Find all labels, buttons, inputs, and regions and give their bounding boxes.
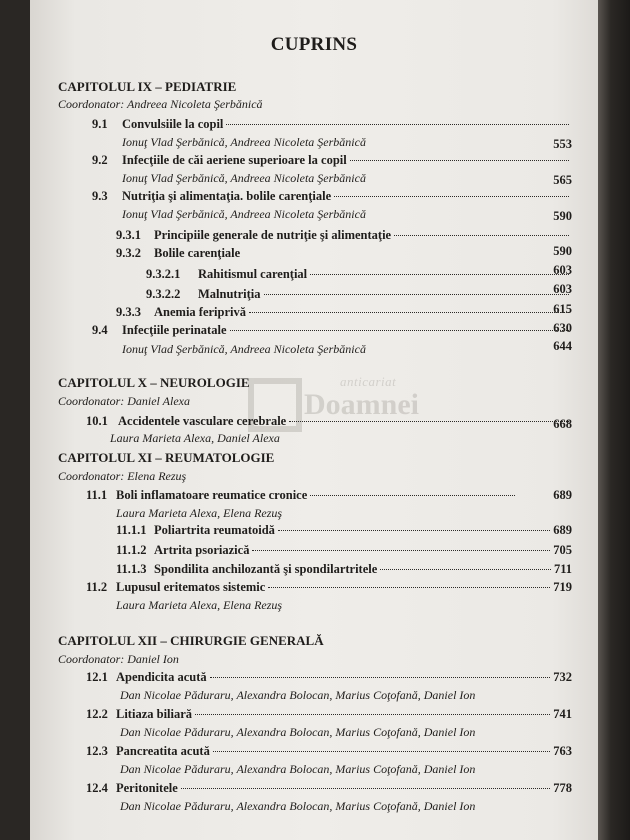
toc-subentry[interactable] bbox=[116, 542, 572, 559]
watermark-main-text: Doamnei bbox=[304, 388, 419, 421]
dot-leader bbox=[252, 550, 550, 551]
book-spine-shadow bbox=[598, 0, 630, 840]
entry-label: Bolile carenţiale bbox=[154, 246, 241, 260]
entry-authors: Laura Marieta Alexa, Elena Rezuş bbox=[116, 598, 283, 612]
toc-entry[interactable] bbox=[92, 116, 572, 133]
toc-subentry[interactable] bbox=[116, 227, 572, 244]
toc-entry[interactable] bbox=[92, 322, 572, 339]
entry-number: 9.3.1 bbox=[116, 228, 141, 242]
entry-number: 12.2 bbox=[86, 707, 108, 721]
entry-page: 705 bbox=[553, 543, 572, 557]
toc-page-row bbox=[535, 136, 572, 153]
page-title: CUPRINS bbox=[270, 34, 358, 55]
toc-subentry[interactable] bbox=[116, 245, 526, 262]
entry-number: 9.1 bbox=[92, 117, 108, 131]
entry-number: 11.2 bbox=[86, 580, 108, 594]
entry-label: Pancreatita acută bbox=[116, 744, 210, 758]
entry-page: 590 bbox=[553, 209, 572, 223]
dot-leader bbox=[394, 235, 569, 236]
dot-leader bbox=[310, 274, 569, 275]
dot-leader bbox=[230, 330, 570, 331]
entry-label: Accidentele vasculare cerebrale bbox=[118, 414, 287, 428]
entry-label: Convulsiile la copil bbox=[122, 117, 224, 131]
entry-page: 719 bbox=[553, 580, 572, 594]
toc-entry[interactable] bbox=[92, 152, 572, 169]
entry-number: 12.4 bbox=[86, 781, 108, 795]
entry-label: Boli inflamatoare reumatice cronice bbox=[116, 488, 308, 502]
toc-page-row bbox=[530, 416, 572, 433]
entry-authors: Dan Nicolae Păduraru, Alexandra Bolocan, Marius Coţofană, Daniel Ion bbox=[120, 688, 476, 702]
toc-page-row bbox=[520, 487, 572, 504]
entry-number: 11.1.2 bbox=[116, 543, 147, 557]
entry-number: 9.3.2.1 bbox=[146, 267, 181, 281]
entry-label: Artrita psoriazică bbox=[154, 543, 250, 557]
entry-label: Infecţiile perinatale bbox=[122, 323, 227, 337]
entry-authors: Dan Nicolae Păduraru, Alexandra Bolocan, Marius Coţofană, Daniel Ion bbox=[120, 762, 476, 776]
watermark-top-text: anticariat bbox=[340, 374, 397, 389]
toc-subentry[interactable] bbox=[116, 561, 572, 578]
chapter-coordinator: Coordonator: Daniel Alexa bbox=[58, 394, 190, 408]
toc-page-row bbox=[535, 172, 572, 189]
entry-page: 763 bbox=[553, 744, 572, 758]
chapter-coordinator: Coordonator: Elena Rezuş bbox=[58, 469, 187, 483]
toc-entry[interactable] bbox=[86, 780, 572, 797]
toc-page-row bbox=[535, 208, 572, 225]
entry-page: 668 bbox=[553, 417, 572, 431]
entry-page: 565 bbox=[553, 173, 572, 187]
entry-page: 590 bbox=[553, 244, 572, 258]
entry-label: Spondilita anchilozantă şi spondilartritele bbox=[154, 562, 378, 576]
entry-page: 603 bbox=[553, 282, 572, 296]
entry-authors: Laura Marieta Alexa, Daniel Alexa bbox=[110, 431, 280, 445]
entry-page: 603 bbox=[553, 263, 572, 277]
entry-number: 12.1 bbox=[86, 670, 108, 684]
entry-label: Peritonitele bbox=[116, 781, 178, 795]
chapter-title: CAPITOLUL X – NEUROLOGIE bbox=[58, 375, 250, 390]
entry-page: 553 bbox=[553, 137, 572, 151]
entry-authors: Ionuţ Vlad Şerbănică, Andreea Nicoleta Şerbănică bbox=[122, 207, 366, 221]
entry-number: 9.3.2 bbox=[116, 246, 141, 260]
entry-label: Litiaza biliară bbox=[116, 707, 193, 721]
dot-leader bbox=[249, 312, 569, 313]
entry-page: 778 bbox=[553, 781, 572, 795]
chapter-coordinator: Coordonator: Andreea Nicoleta Şerbănică bbox=[58, 97, 263, 111]
dot-leader bbox=[213, 751, 550, 752]
toc-entry[interactable] bbox=[92, 188, 572, 205]
dot-leader bbox=[350, 160, 569, 161]
entry-number: 11.1.3 bbox=[116, 562, 147, 576]
entry-number: 9.3 bbox=[92, 189, 108, 203]
toc-entry[interactable] bbox=[86, 487, 518, 504]
entry-number: 9.3.2.2 bbox=[146, 287, 181, 301]
entry-number: 11.1.1 bbox=[116, 523, 147, 537]
dot-leader bbox=[278, 530, 550, 531]
dot-leader bbox=[289, 421, 569, 422]
entry-authors: Laura Marieta Alexa, Elena Rezuş bbox=[116, 506, 283, 520]
chapter-coordinator: Coordonator: Daniel Ion bbox=[58, 652, 179, 666]
entry-number: 10.1 bbox=[86, 414, 108, 428]
entry-number: 9.4 bbox=[92, 323, 108, 337]
entry-label: Principiile generale de nutriţie şi alimentaţie bbox=[154, 228, 392, 242]
dot-leader bbox=[268, 587, 550, 588]
dot-leader bbox=[310, 495, 515, 496]
chapter-title: CAPITOLUL IX – PEDIATRIE bbox=[58, 79, 237, 94]
entry-authors: Dan Nicolae Păduraru, Alexandra Bolocan, Marius Coţofană, Daniel Ion bbox=[120, 799, 476, 813]
entry-page: 689 bbox=[553, 488, 572, 502]
entry-page: 615 bbox=[553, 302, 572, 316]
dot-leader bbox=[210, 677, 551, 678]
book-page bbox=[30, 0, 598, 840]
toc-page-row bbox=[535, 243, 572, 260]
entry-label: Poliartrita reumatoidă bbox=[154, 523, 275, 537]
entry-label: Infecţiile de căi aeriene superioare la copil bbox=[122, 153, 347, 167]
toc-entry[interactable] bbox=[86, 413, 572, 430]
toc-subsubentry[interactable] bbox=[146, 286, 572, 303]
dot-leader bbox=[264, 294, 570, 295]
toc-entry[interactable] bbox=[86, 669, 572, 686]
entry-number: 9.2 bbox=[92, 153, 108, 167]
toc-entry[interactable] bbox=[86, 743, 572, 760]
entry-authors: Ionuţ Vlad Şerbănică, Andreea Nicoleta Şerbănică bbox=[122, 135, 366, 149]
chapter-title: CAPITOLUL XII – CHIRURGIE GENERALĂ bbox=[58, 633, 324, 648]
entry-label: Lupusul eritematos sistemic bbox=[116, 580, 266, 594]
entry-number: 11.1 bbox=[86, 488, 108, 502]
toc-entry[interactable] bbox=[86, 706, 572, 723]
entry-label: Anemia feriprivă bbox=[154, 305, 246, 319]
entry-page: 644 bbox=[553, 339, 572, 353]
entry-authors: Dan Nicolae Păduraru, Alexandra Bolocan, Marius Coţofană, Daniel Ion bbox=[120, 725, 476, 739]
toc-subentry[interactable] bbox=[116, 522, 572, 539]
dot-leader bbox=[226, 124, 569, 125]
toc-subentry[interactable] bbox=[116, 304, 572, 321]
entry-label: Nutriţia şi alimentaţia. bolile carenţiale bbox=[122, 189, 332, 203]
dot-leader bbox=[380, 569, 551, 570]
dot-leader bbox=[195, 714, 550, 715]
chapter-title: CAPITOLUL XI – REUMATOLOGIE bbox=[58, 450, 275, 465]
toc-page-row bbox=[535, 338, 572, 355]
entry-number: 9.3.3 bbox=[116, 305, 141, 319]
entry-label: Rahitismul carenţial bbox=[198, 267, 308, 281]
entry-label: Malnutriţia bbox=[198, 287, 261, 301]
entry-page: 732 bbox=[553, 670, 572, 684]
toc-entry[interactable] bbox=[86, 579, 572, 596]
entry-page: 630 bbox=[553, 321, 572, 335]
entry-page: 689 bbox=[553, 523, 572, 537]
entry-number: 12.3 bbox=[86, 744, 108, 758]
entry-authors: Ionuţ Vlad Şerbănică, Andreea Nicoleta Şerbănică bbox=[122, 342, 366, 356]
dot-leader bbox=[334, 196, 569, 197]
toc-subsubentry[interactable] bbox=[146, 266, 572, 283]
entry-page: 711 bbox=[553, 562, 572, 576]
entry-label: Apendicita acută bbox=[116, 670, 207, 684]
dot-leader bbox=[181, 788, 550, 789]
entry-authors: Ionuţ Vlad Şerbănică, Andreea Nicoleta Şerbănică bbox=[122, 171, 366, 185]
entry-page: 741 bbox=[553, 707, 572, 721]
